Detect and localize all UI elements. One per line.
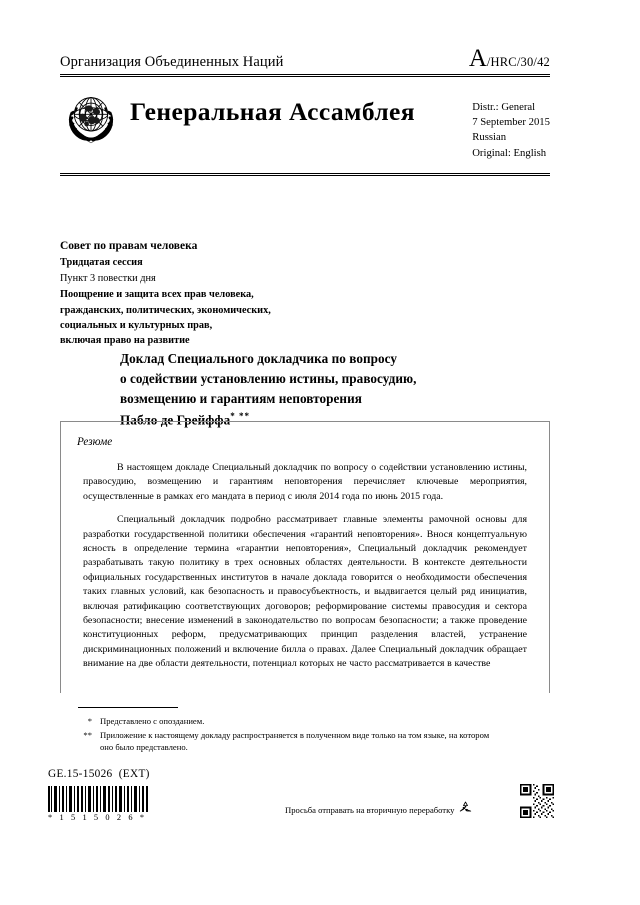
document-date: 7 September 2015 xyxy=(472,116,550,129)
recycle-notice xyxy=(285,800,473,820)
council-name: Совет по правам человека xyxy=(60,240,198,252)
summary-paragraph-2: Специальный докладчик подробно рассматривает главные элементы рамочной основы для разработки государственной политики обеспечения «гарантий неповторения». Внося концептуальную ясность в определение термина «гарантии неповторения», Специальный докладчик рекомендует разрабатывать такую политику в трех основных областях деятельности. В контексте деятельности официальных государственных институтов в начале доклада говорится о необходимости обеспечения таких главных условий, как безопасность и правосубъектность, и выдвигается целый ряд инициатив, включая ратификацию соответствующих договоров; реформирование системы правосудия и сектора безопасности; внесение изменений в законодательство по вопросам безопасности; а также проведение конституционных реформ, предусматривающих принцип разделения властей, устранение дискриминационных положений и включение билла о правах. Далее Специальный докладчик обращает внимание на две области деятельности, потенциал которых не часто рассматривается в качестве xyxy=(83,514,527,670)
barcode-icon xyxy=(48,786,148,812)
agenda-title-line-3: социальных и культурных прав, xyxy=(60,320,213,332)
document-symbol-rest: /HRC/30/42 xyxy=(486,55,550,69)
report-title xyxy=(120,349,540,430)
document-code-number: GE.15-15026 xyxy=(48,768,113,780)
document-original-language: Original: English xyxy=(472,146,547,159)
document-code-suffix: (EXT) xyxy=(118,768,150,780)
report-title-line-1: Доклад Специального докладчика по вопросу xyxy=(120,351,398,366)
qr-code-icon xyxy=(520,784,554,823)
masthead-top-row xyxy=(60,45,550,74)
rapporteur-name: Пабло де Грейффа xyxy=(120,411,231,427)
document-language: Russian xyxy=(472,131,507,144)
footnote-1 xyxy=(78,715,498,728)
summary-paragraph-1: В настоящем докладе Специальный докладчик по вопросу о содействии установлению истины, правосудию, возмещению и гарантиям неповторения перечисляет ключевые мероприятия, осуществленные в рамках его мандата в период с июля 2014 года по июнь 2015 года. xyxy=(83,462,527,502)
body-title-block xyxy=(60,86,550,161)
masthead-rule-top xyxy=(60,74,550,75)
footnote-1-marker: * xyxy=(87,716,92,726)
recycle-notice-text: Просьба отправать на вторичную переработку xyxy=(285,805,455,815)
footnote-2-marker: ** xyxy=(83,729,92,740)
council-block xyxy=(60,238,460,349)
footnote-2 xyxy=(78,729,498,754)
footnotes-block xyxy=(78,707,498,755)
distribution-block xyxy=(472,86,550,161)
document-code xyxy=(48,768,150,780)
council-session: Тридцатая сессия xyxy=(60,257,143,269)
summary-body xyxy=(83,461,527,672)
masthead-rule-bottom-thin xyxy=(60,175,550,176)
masthead xyxy=(60,45,550,176)
summary-box xyxy=(60,421,550,693)
general-assembly-title: Генеральная Ассамблея xyxy=(130,97,415,126)
footnote-2-text: Приложение к настоящему докладу распространяется в полученном виде только на том языке, на котором оно было представлено. xyxy=(100,729,490,753)
document-symbol xyxy=(468,45,550,72)
report-title-line-2: о содействии установлению истины, правосудию, xyxy=(120,371,417,387)
agenda-title-line-1: Поощрение и защита всех прав человека, xyxy=(60,289,254,301)
summary-label: Резюме xyxy=(77,436,113,448)
agenda-item-number: Пункт 3 повестки дня xyxy=(60,273,156,285)
agenda-title-line-4: включая право на развитие xyxy=(60,335,190,347)
agenda-title-line-2: гражданских, политических, экономических, xyxy=(60,304,271,316)
document-symbol-prefix: A xyxy=(468,45,487,72)
footnote-separator-rule xyxy=(78,707,178,708)
footnote-1-text: Представлено с опозданием. xyxy=(100,716,205,726)
report-title-line-3: возмещению и гарантиям неповторения xyxy=(120,391,362,407)
recycling-icon xyxy=(458,800,473,820)
masthead-rule-bottom xyxy=(60,173,550,174)
footnote-markers: * ** xyxy=(230,410,250,421)
barcode-block xyxy=(48,786,148,822)
masthead-rule-top-thin xyxy=(60,76,550,77)
distribution-type: Distr.: General xyxy=(472,101,536,113)
barcode-number: * 1 5 1 5 0 2 6 * xyxy=(48,813,147,822)
organization-name: Организация Объединенных Наций xyxy=(60,53,284,70)
un-emblem-icon xyxy=(60,88,122,148)
